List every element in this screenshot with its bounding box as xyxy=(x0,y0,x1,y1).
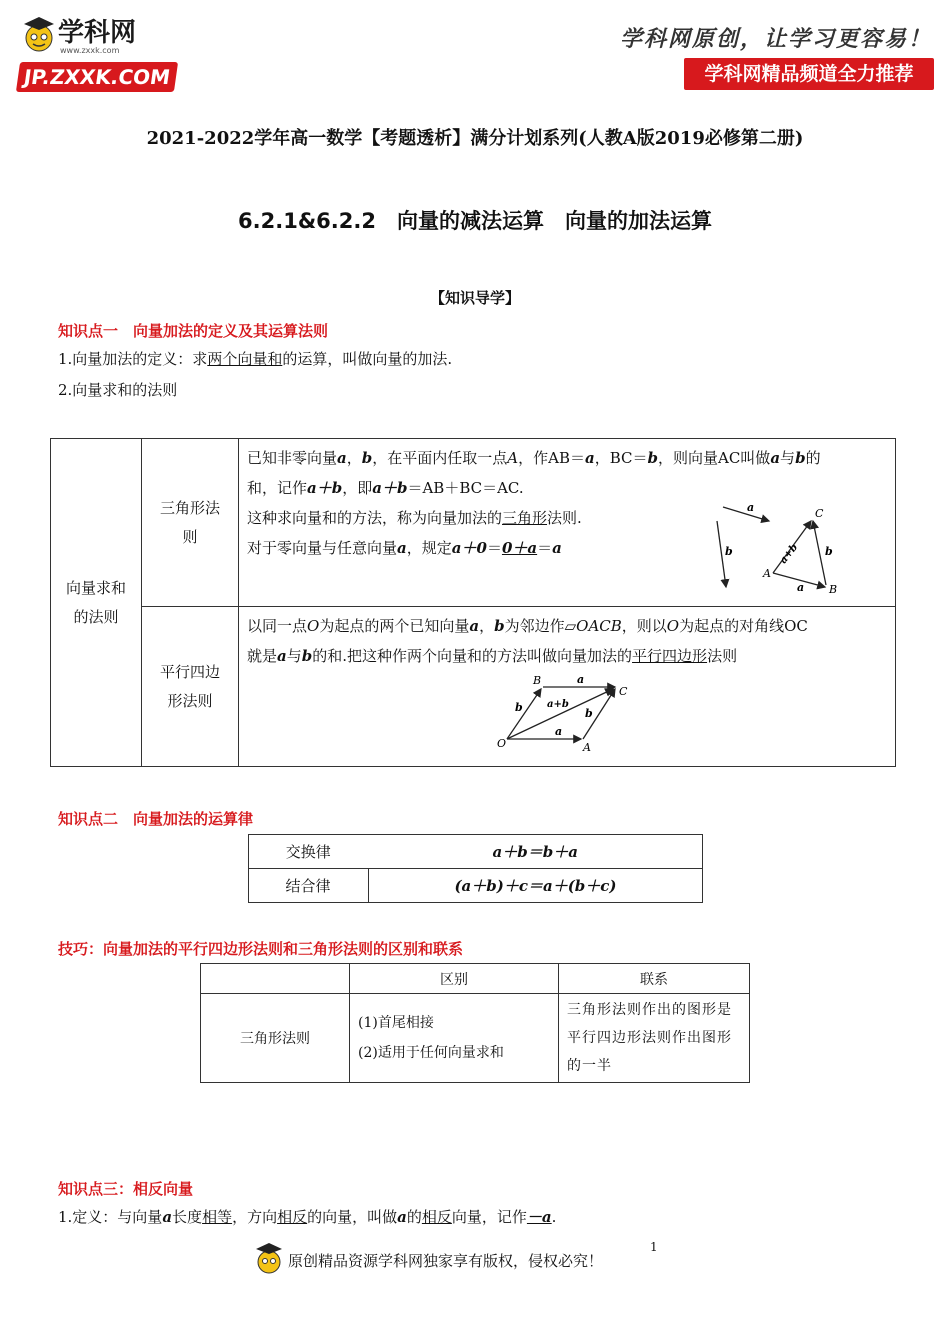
law-name: 结合律 xyxy=(249,869,369,903)
section-heading: 【知识导学】 xyxy=(429,289,520,307)
series-title: 2021-2022学年高一数学【考题透析】满分计划系列(人教A版2019必修第二册) xyxy=(146,128,804,149)
compare-col-link: 联系 xyxy=(559,964,750,994)
page-number: 1 xyxy=(650,1240,658,1254)
compare-row-label: 三角形法则 xyxy=(201,994,350,1083)
tri-label-B: B xyxy=(829,583,838,596)
compare-col-diff: 区别 xyxy=(350,964,559,994)
tri-label-b-right: b xyxy=(825,545,833,558)
tri-label-apb: a+b xyxy=(778,541,801,566)
page-title: 6.2.1&6.2.2 向量的减法运算 向量的加法运算 xyxy=(238,209,712,233)
recommend-banner[interactable]: 学科网精品频道全力推荐 xyxy=(684,58,934,90)
law-formula: a＋b＝b＋a xyxy=(369,835,703,869)
par-label-a-top: a xyxy=(577,675,585,686)
laws-table xyxy=(248,834,703,903)
law-name: 交换律 xyxy=(249,835,369,869)
footer-mascot-icon xyxy=(254,1240,284,1276)
k2-heading: 知识点二 向量加法的运算律 xyxy=(58,810,254,828)
rules-table xyxy=(50,438,896,767)
compare-diff-cell: (1)首尾相接 (2)适用于任何向量求和 xyxy=(350,994,559,1083)
table-row xyxy=(249,835,703,869)
par-label-O: O xyxy=(497,737,507,750)
logo-text: 学科网 xyxy=(58,18,137,48)
slogan: 学科网原创，让学习更容易！ xyxy=(619,26,932,52)
table-row xyxy=(249,869,703,903)
par-label-C: C xyxy=(619,685,628,698)
compare-link-cell: 三角形法则作出的图形是平行四边形法则作出图形的一半 xyxy=(559,994,750,1083)
tri-vector-a-free xyxy=(723,507,769,521)
par-label-B: B xyxy=(533,675,542,687)
law-formula: (a＋b)＋c＝a＋(b＋c) xyxy=(369,869,703,903)
compare-corner xyxy=(201,964,350,994)
k1-definition: 1.向量加法的定义：求两个向量和的运算，叫做向量的加法. xyxy=(58,350,453,368)
par-label-b-left: b xyxy=(515,701,523,714)
triangle-rule-label: 三角形法则 xyxy=(142,439,239,607)
tri-label-A: A xyxy=(763,567,771,580)
parallelogram-rule-label: 平行四边形法则 xyxy=(142,607,239,767)
compare-table xyxy=(200,963,750,1083)
k1-rule-line: 2.向量求和的法则 xyxy=(58,381,178,399)
par-label-A: A xyxy=(583,741,591,754)
tip-heading: 技巧：向量加法的平行四边形法则和三角形法则的区别和联系 xyxy=(58,940,464,958)
parallelogram-rule-content: 以同一点O为起点的两个已知向量a，b为邻边作▱OACB，则以O为起点的对角线OC 就是a与b的和.把这种作两个向量和的方法叫做向量加法的平行四边形法则 B a C b a+b b a O A xyxy=(239,607,896,767)
parallelogram-diagram xyxy=(497,675,647,755)
rules-row-label: 向量求和的法则 xyxy=(51,439,142,767)
k3-definition: 1.定义：与向量a长度相等，方向相反的向量，叫做a的相反向量，记作－a. xyxy=(58,1208,557,1226)
tri-label-C: C xyxy=(815,507,824,520)
jp-logo[interactable]: JP.ZXXK.COM xyxy=(16,62,178,92)
tri-label-a-top: a xyxy=(747,501,755,514)
tri-label-a-bottom: a xyxy=(797,581,805,594)
footer-copyright: 原创精品资源学科网独家享有版权，侵权必究！ xyxy=(288,1252,604,1270)
k1-heading: 知识点一 向量加法的定义及其运算法则 xyxy=(58,322,329,340)
par-label-a-bottom: a xyxy=(555,725,563,738)
zxxk-logo-icon xyxy=(20,14,58,54)
logo-url: www.zxxk.com xyxy=(60,46,120,55)
triangle-diagram xyxy=(709,499,849,599)
tri-label-b-left: b xyxy=(725,545,733,558)
triangle-rule-content: 已知非零向量a，b，在平面内任取一点A，作AB＝a，BC＝b，则向量AC叫做a与b的 和，记作a＋b，即a＋b＝AB＋BC＝AC. 这种求向量和的方法，称为向量加法的三角形法则. 对于零向量与任意向量a，规定a＋0＝0＋a＝a a b a+b b a A B C xyxy=(239,439,896,607)
par-label-apb: a+b xyxy=(547,699,569,710)
k3-heading: 知识点三：相反向量 xyxy=(58,1180,194,1198)
par-label-b-right: b xyxy=(585,707,593,720)
